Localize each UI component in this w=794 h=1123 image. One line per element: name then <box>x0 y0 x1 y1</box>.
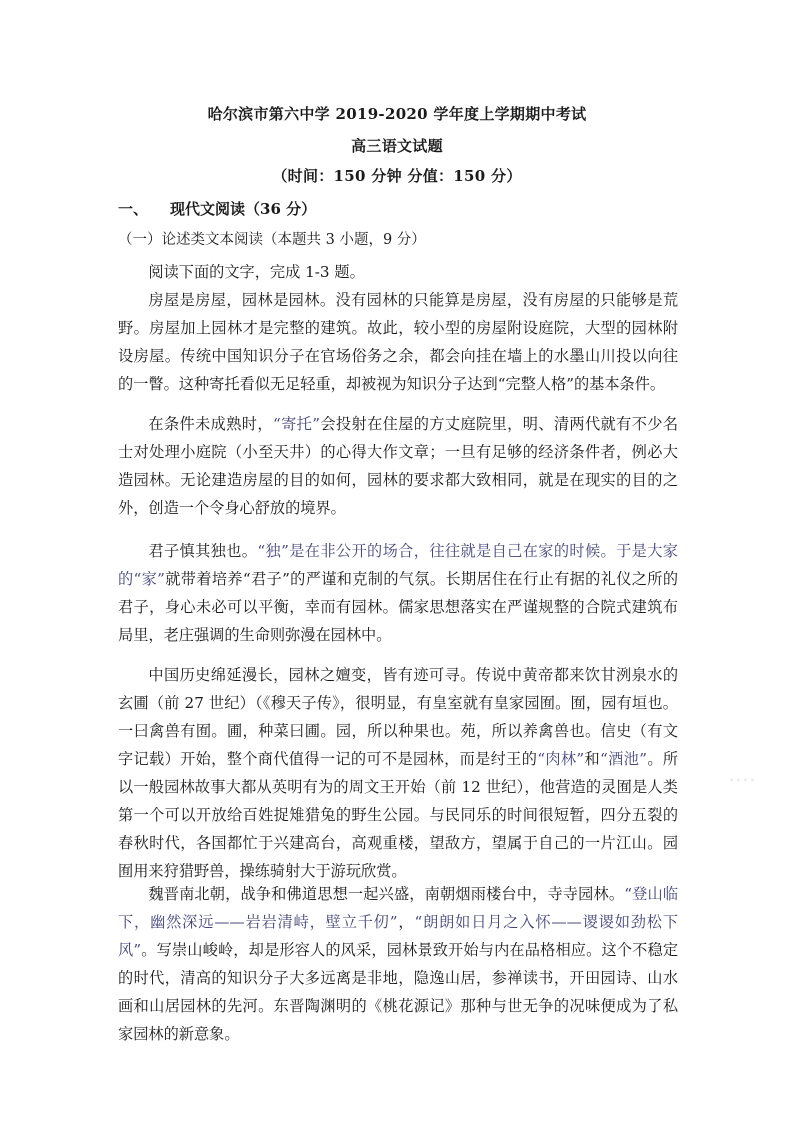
highlighted-text: “肉林” <box>537 750 585 768</box>
highlighted-text: “酒池” <box>600 750 647 768</box>
highlighted-text: “登山临下，幽然深远——岩岩清峙，壁立千仞” <box>118 885 679 931</box>
paragraph-2 <box>118 410 678 522</box>
exam-meta: （时间：150 分钟 分值：150 分） <box>272 167 522 185</box>
faint-watermark: .... <box>728 762 756 787</box>
text-run: 君子慎其独也。 <box>148 542 258 560</box>
paragraph-text <box>118 880 678 1048</box>
paragraph-text <box>118 410 678 522</box>
instruction-text: 阅读下面的文字，完成 1-3 题。 <box>148 263 365 281</box>
text-run: 会投射在住屋的方丈庭院里，明、清两代就有不少名士对处理小庭院（小至天井）的心得大作文章；一旦有足够的经济条件者，例必大造园林。无论建造房屋的目的如何，园林的要求都大致相同，就是在现实的目的之外，创造一个令身心舒放的境界。 <box>118 415 679 517</box>
paragraph-3 <box>118 537 678 649</box>
paragraph-text <box>118 661 678 885</box>
highlighted-text: “朗朗如日月之入怀——谡谡如劲松下风” <box>118 913 679 959</box>
text-run: ， <box>397 913 415 931</box>
highlighted-text: “独”是在非公开的场合，往往就是自己在家的时候。于是大家的“家” <box>118 542 678 588</box>
text-run: 就带着培养“君子”的严谨和克制的气氛。长期居住在行止有据的礼仪之所的君子，身心未必可以平衡，幸而有园林。儒家思想落实在严谨规整的合院式建筑布局里，老庄强调的生命则弥漫在园林中。 <box>118 570 679 644</box>
instruction-block <box>118 258 678 286</box>
subsection-heading: （一）论述类文本阅读（本题共 3 小题，9 分） <box>118 232 426 248</box>
paragraph-text <box>118 537 678 649</box>
section-title: 现代文阅读（36 分） <box>170 200 317 218</box>
paragraph-text: 房屋是房屋，园林是园林。没有园林的只能算是房屋，没有房屋的只能够是荒野。房屋加上园林才是完整的建筑。故此，较小型的房屋附设庭院，大型的园林附设房屋。传统中国知识分子在官场俗务之余，都会向挂在墙上的水墨山川投以向往的一瞥。这种寄托看似无足轻重，却被视为知识分子达到“完整人格”的基本条件。 <box>118 291 678 393</box>
section-heading <box>118 198 316 219</box>
school-exam-title: 哈尔滨市第六中学 2019-2020 学年度上学期期中考试 <box>207 105 587 123</box>
text-run: 中国历史绵延漫长，园林之嬗变，皆有迹可寻。传说中黄帝都来饮甘洌泉水的玄圃（前 27 世纪）（《穆天子传》，很明显，有皇室就有皇家园囿。囿，园有垣也。一曰禽兽有囿。圃，种菜曰圃。园，所以种果也。苑，所以养禽兽也。信史（有文字记载）开始，整个商代值得一记的可不是园林，而是纣王的 <box>118 666 678 768</box>
text-run: 。所以一般园林故事大都从英明有为的周文王开始（前 12 世纪），他营造的灵囿是人类第一个可以开放给百姓捉雉猎兔的野生公园。与民同乐的时间很短暂，四分五裂的春秋时代，各国都忙于兴建高台，高观重楼，望敌方，望属于自己的一片江山。园囿用来狩猎野兽，操练骑射大于游玩欣赏。 <box>118 750 679 880</box>
highlighted-text: “寄托” <box>272 415 320 433</box>
text-run: 和 <box>584 750 601 768</box>
text-run: 魏晋南北朝，战争和佛道思想一起兴盛，南朝烟雨楼台中，寺寺园林。 <box>148 885 625 903</box>
paper-title: 高三语文试题 <box>351 137 443 155</box>
paragraph-5 <box>118 880 678 1048</box>
text-run: 。写崇山峻岭，却是形容人的风采，园林景致开始与内在品格相应。这个不稳定的时代，清高的知识分子大多远离是非地，隐逸山居，参禅读书，开田园诗、山水画和山居园林的先河。东晋陶渊明的《桃花源记》那种与世无争的况味便成为了私家园林的新意象。 <box>118 941 679 1043</box>
section-number: 一、 <box>118 200 149 218</box>
paragraph-4 <box>118 661 678 885</box>
text-run: 在条件未成熟时， <box>148 415 273 433</box>
paragraph-1 <box>118 286 678 398</box>
